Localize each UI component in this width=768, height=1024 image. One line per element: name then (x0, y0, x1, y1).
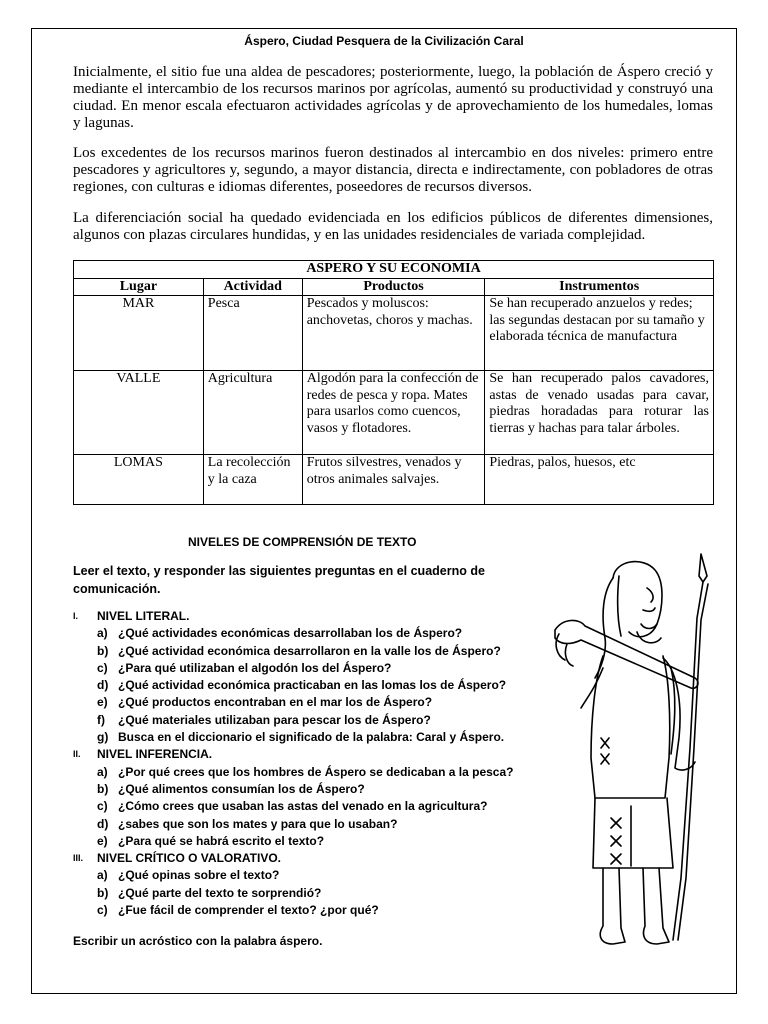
question-letter: a) (97, 868, 108, 883)
table-row (74, 455, 714, 505)
question-text: ¿Qué productos encontraban en el mar los de Áspero? (118, 695, 433, 710)
question-text: ¿Fue fácil de comprender el texto? ¿por qué? (118, 903, 379, 918)
question-letter: b) (97, 781, 109, 796)
question-letter: a) (97, 626, 108, 641)
question-text: ¿sabes que son los mates y para que lo usaban? (118, 816, 398, 831)
cell-actividad: Pesca (203, 296, 302, 371)
question-letter: c) (97, 903, 108, 918)
header-actividad: Actividad (203, 278, 302, 296)
question-text: ¿Qué parte del texto te sorprendió? (118, 885, 322, 900)
header-lugar: Lugar (74, 278, 204, 296)
cell-actividad: Agricultura (203, 371, 302, 455)
level-title: NIVEL LITERAL. (97, 609, 190, 623)
cell-lugar: VALLE (74, 371, 204, 455)
left-leg (600, 868, 625, 944)
table-row (74, 371, 714, 455)
cell-actividad: La recolección y la caza (203, 455, 302, 505)
cell-instrumentos: Se han recuperado palos cavadores, astas de venado usadas para cavar, piedras horadadas para roturar las tierras y hachas para talar árboles. (485, 371, 714, 455)
cell-lugar: LOMAS (74, 455, 204, 505)
level-numeral: II. (73, 749, 81, 760)
question-letter: b) (97, 885, 109, 900)
paragraph-3: La diferenciación social ha quedado evidenciada en los edificios públicos de diferentes dimensiones, algunos con plazas circulares hundidas, y en las unidades residenciales de variada complejidad. (73, 210, 713, 243)
question-text: ¿Qué actividades económicas desarrollaban los de Áspero? (118, 626, 463, 641)
question-text: ¿Qué materiales utilizaban para pescar los de Áspero? (118, 712, 431, 727)
question-text: ¿Para qué se habrá escrito el texto? (118, 833, 325, 848)
question-letter: g) (97, 730, 109, 745)
question-letter: e) (97, 695, 108, 710)
page-title: Áspero, Ciudad Pesquera de la Civilización Caral (244, 34, 524, 48)
paragraph-1: Inicialmente, el sitio fue una aldea de pescadores; posteriormente, luego, la población de Áspero creció y mediante el intercambio de los recursos marinos por agrícolas, aumentó su productividad y construyó una ciudad. En menor escala efectuaron actividades agrícolas y de aprovechamiento de los humedales, lomas y lagunas. (73, 64, 713, 131)
question-letter: c) (97, 799, 108, 814)
question-letter: d) (97, 816, 109, 831)
question-letter: a) (97, 764, 108, 779)
level-title: NIVEL CRÍTICO O VALORATIVO. (97, 851, 282, 866)
cell-instrumentos: Se han recuperado anzuelos y redes; las segundas destacan por su tamaño y elaborada técnica de manufactura (485, 296, 714, 371)
question-text: ¿Qué alimentos consumían los de Áspero? (118, 781, 365, 796)
economy-table (73, 260, 714, 505)
question-letter: c) (97, 660, 108, 675)
question-text: ¿Qué opinas sobre el texto? (118, 868, 280, 883)
question-text: ¿Para qué utilizaban el algodón los del Áspero? (118, 660, 392, 675)
question-text: ¿Cómo crees que usaban las astas del venado en la agricultura? (118, 799, 488, 814)
question-letter: e) (97, 833, 108, 848)
question-letter: f) (97, 712, 105, 727)
right-leg (643, 868, 669, 944)
caral-fisherman-illustration (545, 548, 725, 958)
head (613, 562, 662, 637)
final-task: Escribir un acróstico con la palabra áspero. (73, 934, 323, 948)
cell-instrumentos: Piedras, palos, huesos, etc (485, 455, 714, 505)
section-heading: NIVELES DE COMPRENSIÓN DE TEXTO (188, 535, 417, 549)
question-text: ¿Por qué crees que los hombres de Áspero se dedicaban a la pesca? (118, 764, 514, 779)
header-productos: Productos (302, 278, 485, 296)
spear-tip (699, 554, 707, 582)
stone-axe (555, 620, 698, 688)
level-numeral: I. (73, 611, 79, 621)
tunic (591, 656, 670, 798)
instructions: Leer el texto, y responder las siguientes preguntas en el cuaderno de comunicación. (73, 564, 485, 596)
question-letter: b) (97, 643, 109, 658)
table-header-row (74, 278, 714, 296)
level-numeral: III. (73, 853, 84, 864)
header-instrumentos: Instrumentos (485, 278, 714, 296)
cell-lugar: MAR (74, 296, 204, 371)
question-letter: d) (97, 678, 109, 693)
question-text: ¿Qué actividad económica practicaban en las lomas los de Áspero? (118, 678, 507, 693)
cell-productos: Pescados y moluscos: anchovetas, choros y machas. (302, 296, 485, 371)
question-text: ¿Qué actividad económica desarrollaron en la valle los de Áspero? (118, 643, 501, 658)
paragraph-2: Los excedentes de los recursos marinos fueron destinados al intercambio en dos niveles: primero entre pescadores y agricultores y, segundo, a mayor distancia, directa e indirectamente, con pobladores de otras regiones, con culturas e idiomas diferentes, poseedores de recursos diversos. (73, 145, 713, 195)
table-row (74, 296, 714, 371)
level-title: NIVEL INFERENCIA. (97, 747, 213, 762)
table-caption: ASPERO Y SU ECONOMIA (74, 261, 714, 279)
spear-shaft (673, 582, 703, 940)
cell-productos: Algodón para la confección de redes de pesca y ropa. Mates para usarlos como cuencos, vasos y flotadores. (302, 371, 485, 455)
cell-productos: Frutos silvestres, venados y otros animales salvajes. (302, 455, 485, 505)
question-text: Busca en el diccionario el significado de la palabra: Caral y Áspero. (118, 730, 505, 745)
